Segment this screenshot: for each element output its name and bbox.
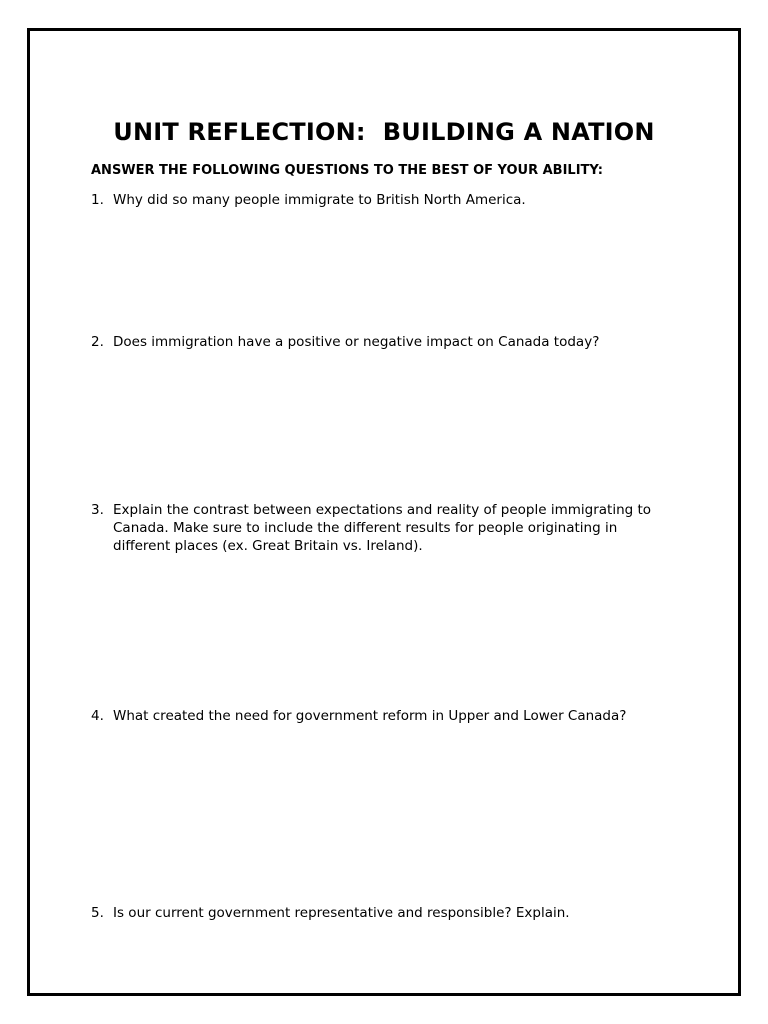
question-number: 2. — [91, 334, 104, 350]
question-text: Why did so many people immigrate to British North America. — [113, 192, 526, 208]
instruction-text: ANSWER THE FOLLOWING QUESTIONS TO THE BEST OF YOUR ABILITY: — [91, 163, 603, 178]
question-text: What created the need for government reform in Upper and Lower Canada? — [113, 708, 627, 724]
question-text: Is our current government representative and responsible? Explain. — [113, 905, 570, 921]
question-number: 1. — [91, 192, 104, 208]
question-number: 4. — [91, 708, 104, 724]
worksheet-title: UNIT REFLECTION: BUILDING A NATION — [113, 118, 655, 146]
question-number: 5. — [91, 905, 104, 921]
question-2 — [91, 333, 691, 351]
question-4 — [91, 707, 691, 725]
question-1 — [91, 191, 691, 209]
question-text: Does immigration have a positive or negative impact on Canada today? — [113, 334, 600, 350]
question-5 — [91, 904, 691, 922]
question-3 — [91, 501, 671, 555]
question-number: 3. — [91, 502, 104, 518]
question-text: Explain the contrast between expectations and reality of people immigrating to Canada. Make sure to include the different results for people originating in different places (ex. Great Britain vs. Ireland). — [113, 502, 652, 554]
